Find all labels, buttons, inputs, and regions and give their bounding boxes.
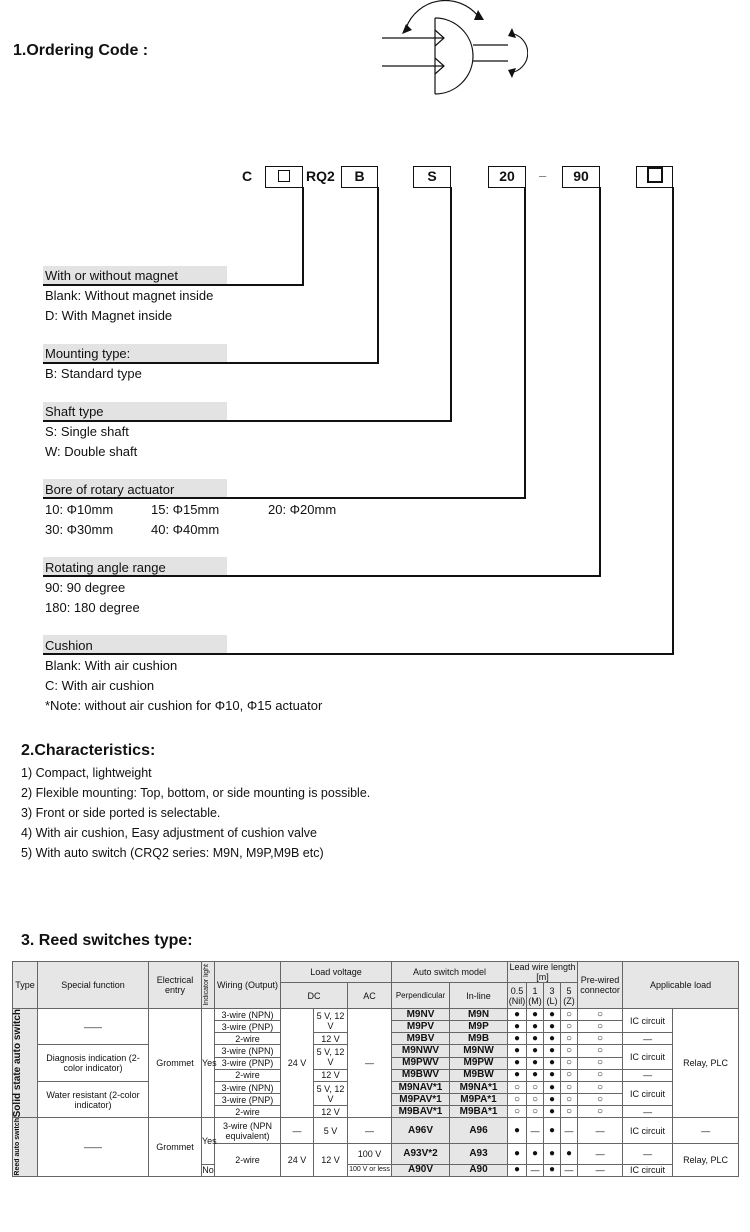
lead-cell: ● bbox=[544, 1164, 561, 1176]
magnet-label: With or without magnet bbox=[45, 268, 178, 283]
lead-cell: — bbox=[561, 1118, 578, 1144]
characteristic-item: 5) With auto switch (CRQ2 series: M9N, M9P,M9B etc) bbox=[21, 846, 324, 860]
header-wiring: Wiring (Output) bbox=[215, 962, 281, 1009]
prewired-cell: — bbox=[578, 1164, 623, 1176]
lead-cell: ○ bbox=[527, 1081, 544, 1094]
entry-grommet: Grommet bbox=[149, 1009, 202, 1118]
lead-cell: ● bbox=[544, 1144, 561, 1165]
cushion-option: C: With air cushion bbox=[45, 678, 155, 693]
lead-cell: ○ bbox=[561, 1057, 578, 1069]
indicator-yes: Yes bbox=[202, 1118, 215, 1165]
model-perp: M9BV bbox=[392, 1033, 450, 1045]
wiring-cell: 3-wire (NPN) bbox=[215, 1009, 281, 1021]
shaft-option: W: Double shaft bbox=[45, 444, 138, 459]
prewired-cell: — bbox=[578, 1118, 623, 1144]
lead-cell: ● bbox=[544, 1021, 561, 1033]
connector-line bbox=[43, 284, 304, 286]
header-l3: 3 (L) bbox=[544, 983, 561, 1009]
code-bore-box: 20 bbox=[488, 166, 526, 188]
lead-cell: ● bbox=[544, 1009, 561, 1021]
cushion-label: Cushion bbox=[45, 638, 93, 653]
model-inline: A93 bbox=[450, 1144, 508, 1165]
header-dc: DC bbox=[281, 983, 348, 1009]
ordering-code-title: 1.Ordering Code : bbox=[13, 42, 149, 59]
lead-cell: ○ bbox=[561, 1045, 578, 1058]
entry-grommet: Grommet bbox=[149, 1118, 202, 1177]
lead-cell: ○ bbox=[508, 1106, 527, 1118]
indicator-yes: Yes bbox=[202, 1009, 215, 1118]
lead-cell: ● bbox=[544, 1057, 561, 1069]
indicator-no: No bbox=[202, 1165, 214, 1176]
wiring-cell: 3-wire (NPN) bbox=[215, 1045, 281, 1058]
model-inline: M9NW bbox=[450, 1045, 508, 1058]
ac-100v: 100 V bbox=[348, 1144, 392, 1165]
code-rq2: RQ2 bbox=[306, 168, 335, 184]
model-perp: M9NWV bbox=[392, 1045, 450, 1058]
mounting-label: Mounting type: bbox=[45, 346, 131, 361]
reed-type-cell bbox=[13, 1118, 38, 1177]
model-inline: M9P bbox=[450, 1021, 508, 1033]
cushion-note: *Note: without air cushion for Φ10, Φ15 actuator bbox=[45, 698, 323, 713]
solid-state-type-cell bbox=[13, 1009, 38, 1118]
lead-cell: — bbox=[561, 1164, 578, 1176]
lead-cell: ● bbox=[508, 1045, 527, 1058]
lead-cell: ● bbox=[508, 1069, 527, 1081]
load-ic: IC circuit bbox=[623, 1081, 673, 1106]
load-ic: IC circuit bbox=[623, 1118, 673, 1144]
header-load: Applicable load bbox=[623, 962, 739, 1009]
lead-cell: ○ bbox=[508, 1081, 527, 1094]
table-header-row bbox=[13, 962, 739, 983]
wiring-cell: 3-wire (PNP) bbox=[215, 1057, 281, 1069]
model-perp: M9BWV bbox=[392, 1069, 450, 1081]
prewired-cell: ○ bbox=[578, 1106, 623, 1118]
code-blank-square-icon bbox=[278, 170, 290, 182]
wiring-cell: 2-wire bbox=[215, 1069, 281, 1081]
model-perp: M9PAV*1 bbox=[392, 1094, 450, 1106]
bore-label: Bore of rotary actuator bbox=[45, 482, 175, 497]
lead-cell: ○ bbox=[527, 1094, 544, 1106]
prewired-cell: ○ bbox=[578, 1069, 623, 1081]
dc-12v: 12 V bbox=[314, 1069, 348, 1081]
lead-cell: ○ bbox=[527, 1106, 544, 1118]
connector-line bbox=[377, 187, 379, 363]
lead-cell: ● bbox=[544, 1033, 561, 1045]
lead-cell: — bbox=[527, 1164, 544, 1176]
dc-24v: 24 V bbox=[281, 1144, 314, 1177]
wiring-cell: 2-wire bbox=[215, 1144, 281, 1177]
model-inline: A90 bbox=[450, 1164, 508, 1176]
prewired-cell: ○ bbox=[578, 1033, 623, 1045]
wiring-cell: 3-wire (PNP) bbox=[215, 1094, 281, 1106]
bore-option: 10: Φ10mm bbox=[45, 502, 114, 517]
lead-cell: ● bbox=[527, 1033, 544, 1045]
header-l05: 0.5 (Nil) bbox=[508, 983, 527, 1009]
load-ic: IC circuit bbox=[623, 1045, 673, 1070]
code-shaft-box: S bbox=[413, 166, 451, 188]
table-row bbox=[13, 1118, 739, 1144]
model-inline: M9NA*1 bbox=[450, 1081, 508, 1094]
model-inline: M9N bbox=[450, 1009, 508, 1021]
characteristic-item: 3) Front or side ported is selectable. bbox=[21, 806, 221, 820]
header-type: Type bbox=[13, 962, 38, 1009]
lead-cell: ○ bbox=[561, 1021, 578, 1033]
bore-option: 20: Φ20mm bbox=[268, 502, 337, 517]
reed-switch-table bbox=[12, 961, 739, 1177]
header-ac: AC bbox=[348, 983, 392, 1009]
dc-5-12v: 5 V, 12 V bbox=[314, 1045, 348, 1070]
model-inline: M9PA*1 bbox=[450, 1094, 508, 1106]
load-none: — bbox=[623, 1069, 673, 1081]
header-lead: Lead wire length [m] bbox=[509, 962, 576, 982]
solid-state-label: Solid state auto switch bbox=[12, 1009, 23, 1118]
connector-line bbox=[43, 362, 379, 364]
load-relay: Relay, PLC bbox=[673, 1144, 739, 1177]
lead-cell: ● bbox=[561, 1144, 578, 1165]
lead-cell: ● bbox=[544, 1081, 561, 1094]
characteristic-item: 1) Compact, lightweight bbox=[21, 766, 152, 780]
lead-cell: ● bbox=[544, 1045, 561, 1058]
lead-cell: ● bbox=[508, 1033, 527, 1045]
model-inline: M9BA*1 bbox=[450, 1106, 508, 1118]
connector-line bbox=[524, 187, 526, 498]
connector-line bbox=[672, 187, 674, 654]
header-model: Auto switch model bbox=[392, 962, 508, 983]
load-relay: Relay, PLC bbox=[673, 1009, 739, 1118]
prewired-cell: ○ bbox=[578, 1057, 623, 1069]
wiring-cell: 2-wire bbox=[215, 1106, 281, 1118]
table-row bbox=[13, 1009, 739, 1021]
header-prewired: Pre-wired connector bbox=[578, 962, 623, 1009]
wiring-cell: 3-wire (NPN) bbox=[215, 1081, 281, 1094]
prewired-cell: ○ bbox=[578, 1009, 623, 1021]
special-diagnosis: Diagnosis indication (2-color indicator) bbox=[38, 1045, 149, 1082]
magnet-option: Blank: Without magnet inside bbox=[45, 288, 214, 303]
model-inline: A96 bbox=[450, 1118, 508, 1144]
dc-5v: 5 V bbox=[314, 1118, 348, 1144]
connector-line bbox=[43, 420, 452, 422]
prewired-cell: ○ bbox=[578, 1045, 623, 1058]
shaft-option: S: Single shaft bbox=[45, 424, 129, 439]
model-perp: M9PV bbox=[392, 1021, 450, 1033]
code-angle-box: 90 bbox=[562, 166, 600, 188]
angle-option: 90: 90 degree bbox=[45, 580, 126, 595]
lead-cell: ○ bbox=[561, 1081, 578, 1094]
wiring-cell: 2-wire bbox=[215, 1033, 281, 1045]
connector-line bbox=[450, 187, 452, 421]
model-perp: A90V bbox=[392, 1164, 450, 1176]
ac-none: — bbox=[348, 1009, 392, 1118]
characteristic-item: 4) With air cushion, Easy adjustment of cushion valve bbox=[21, 826, 317, 840]
code-dash: – bbox=[539, 168, 547, 183]
lead-cell: ○ bbox=[561, 1033, 578, 1045]
prewired-cell: ○ bbox=[578, 1081, 623, 1094]
header-indicator-text: Indicator light bbox=[203, 964, 210, 1006]
dc-12v: 12 V bbox=[314, 1033, 348, 1045]
lead-cell: ● bbox=[508, 1009, 527, 1021]
dc-12v: 12 V bbox=[314, 1106, 348, 1118]
model-perp: A96V bbox=[392, 1118, 450, 1144]
special-none: —— bbox=[38, 1009, 149, 1045]
reed-label: Reed auto switch bbox=[14, 1118, 21, 1176]
dc-none: — bbox=[281, 1118, 314, 1144]
code-cushion-square-icon bbox=[647, 167, 663, 183]
connector-line bbox=[302, 187, 304, 285]
lead-cell: ● bbox=[527, 1021, 544, 1033]
lead-cell: ● bbox=[544, 1106, 561, 1118]
bore-option: 40: Φ40mm bbox=[151, 522, 220, 537]
lead-cell: ● bbox=[527, 1045, 544, 1058]
header-entry: Electrical entry bbox=[149, 962, 202, 1009]
lead-cell: ○ bbox=[561, 1069, 578, 1081]
ac-none: — bbox=[348, 1118, 392, 1144]
model-perp: A93V*2 bbox=[392, 1144, 450, 1165]
code-cushion-box bbox=[636, 166, 673, 188]
lead-cell: ● bbox=[527, 1009, 544, 1021]
rotary-actuator-diagram bbox=[378, 0, 528, 100]
model-perp: M9PWV bbox=[392, 1057, 450, 1069]
header-indicator bbox=[202, 962, 215, 1009]
lead-cell: ● bbox=[544, 1094, 561, 1106]
model-inline: M9BW bbox=[450, 1069, 508, 1081]
lead-cell: ○ bbox=[508, 1094, 527, 1106]
model-perp: M9BAV*1 bbox=[392, 1106, 450, 1118]
code-c: C bbox=[242, 168, 253, 184]
wiring-cell: 3-wire (NPN equivalent) bbox=[215, 1118, 281, 1144]
header-special: Special function bbox=[38, 962, 149, 1009]
lead-cell: ● bbox=[508, 1021, 527, 1033]
model-inline: M9B bbox=[450, 1033, 508, 1045]
load-none: — bbox=[673, 1118, 739, 1144]
shaft-label: Shaft type bbox=[45, 404, 104, 419]
dc-12v: 12 V bbox=[314, 1144, 348, 1177]
lead-cell: ● bbox=[508, 1144, 527, 1165]
reed-switches-title: 3. Reed switches type: bbox=[21, 932, 193, 949]
header-perp: Perpendicular bbox=[392, 983, 450, 1009]
lead-cell: — bbox=[527, 1118, 544, 1144]
load-ic: IC circuit bbox=[623, 1164, 673, 1176]
prewired-cell: ○ bbox=[578, 1021, 623, 1033]
dc-5-12v: 5 V, 12 V bbox=[314, 1081, 348, 1106]
lead-cell: ● bbox=[508, 1118, 527, 1144]
cushion-option: Blank: With air cushion bbox=[45, 658, 178, 673]
connector-line bbox=[599, 187, 601, 576]
prewired-cell: ○ bbox=[578, 1094, 623, 1106]
magnet-option: D: With Magnet inside bbox=[45, 308, 173, 323]
prewired-cell: — bbox=[578, 1144, 623, 1165]
lead-cell: ○ bbox=[561, 1106, 578, 1118]
model-perp: M9NV bbox=[392, 1009, 450, 1021]
wiring-cell: 3-wire (PNP) bbox=[215, 1021, 281, 1033]
special-none: —— bbox=[38, 1118, 149, 1177]
characteristics-title: 2.Characteristics: bbox=[21, 742, 156, 759]
angle-option: 180: 180 degree bbox=[45, 600, 140, 615]
lead-cell: ● bbox=[527, 1057, 544, 1069]
lead-cell: ● bbox=[544, 1069, 561, 1081]
characteristic-item: 2) Flexible mounting: Top, bottom, or side mounting is possible. bbox=[21, 786, 371, 800]
model-perp: M9NAV*1 bbox=[392, 1081, 450, 1094]
bore-option: 15: Φ15mm bbox=[151, 502, 220, 517]
load-ic: IC circuit bbox=[623, 1009, 673, 1033]
load-none: — bbox=[623, 1144, 673, 1165]
lead-cell: ● bbox=[508, 1057, 527, 1069]
lead-cell: ● bbox=[544, 1118, 561, 1144]
lead-cell: ● bbox=[527, 1069, 544, 1081]
header-l1: 1 (M) bbox=[527, 983, 544, 1009]
header-load-voltage: Load voltage bbox=[281, 962, 392, 983]
bore-option: 30: Φ30mm bbox=[45, 522, 114, 537]
ac-100v-less: 100 V or less bbox=[348, 1164, 392, 1176]
special-water: Water resistant (2-color indicator) bbox=[38, 1081, 149, 1118]
lead-cell: ○ bbox=[561, 1094, 578, 1106]
load-none: — bbox=[623, 1033, 673, 1045]
lead-cell: ● bbox=[527, 1144, 544, 1165]
dc-5-12v: 5 V, 12 V bbox=[314, 1009, 348, 1033]
model-inline: M9PW bbox=[450, 1057, 508, 1069]
code-mounting-box: B bbox=[341, 166, 378, 188]
header-l5: 5 (Z) bbox=[561, 983, 578, 1009]
load-none: — bbox=[623, 1106, 673, 1118]
connector-line bbox=[43, 653, 674, 655]
mounting-option: B: Standard type bbox=[45, 366, 142, 381]
code-magnet-box bbox=[265, 166, 303, 188]
lead-cell: ○ bbox=[561, 1009, 578, 1021]
dc-24v: 24 V bbox=[281, 1009, 314, 1118]
lead-cell: ● bbox=[508, 1164, 527, 1176]
header-inline: In-line bbox=[450, 983, 508, 1009]
angle-label: Rotating angle range bbox=[45, 560, 166, 575]
